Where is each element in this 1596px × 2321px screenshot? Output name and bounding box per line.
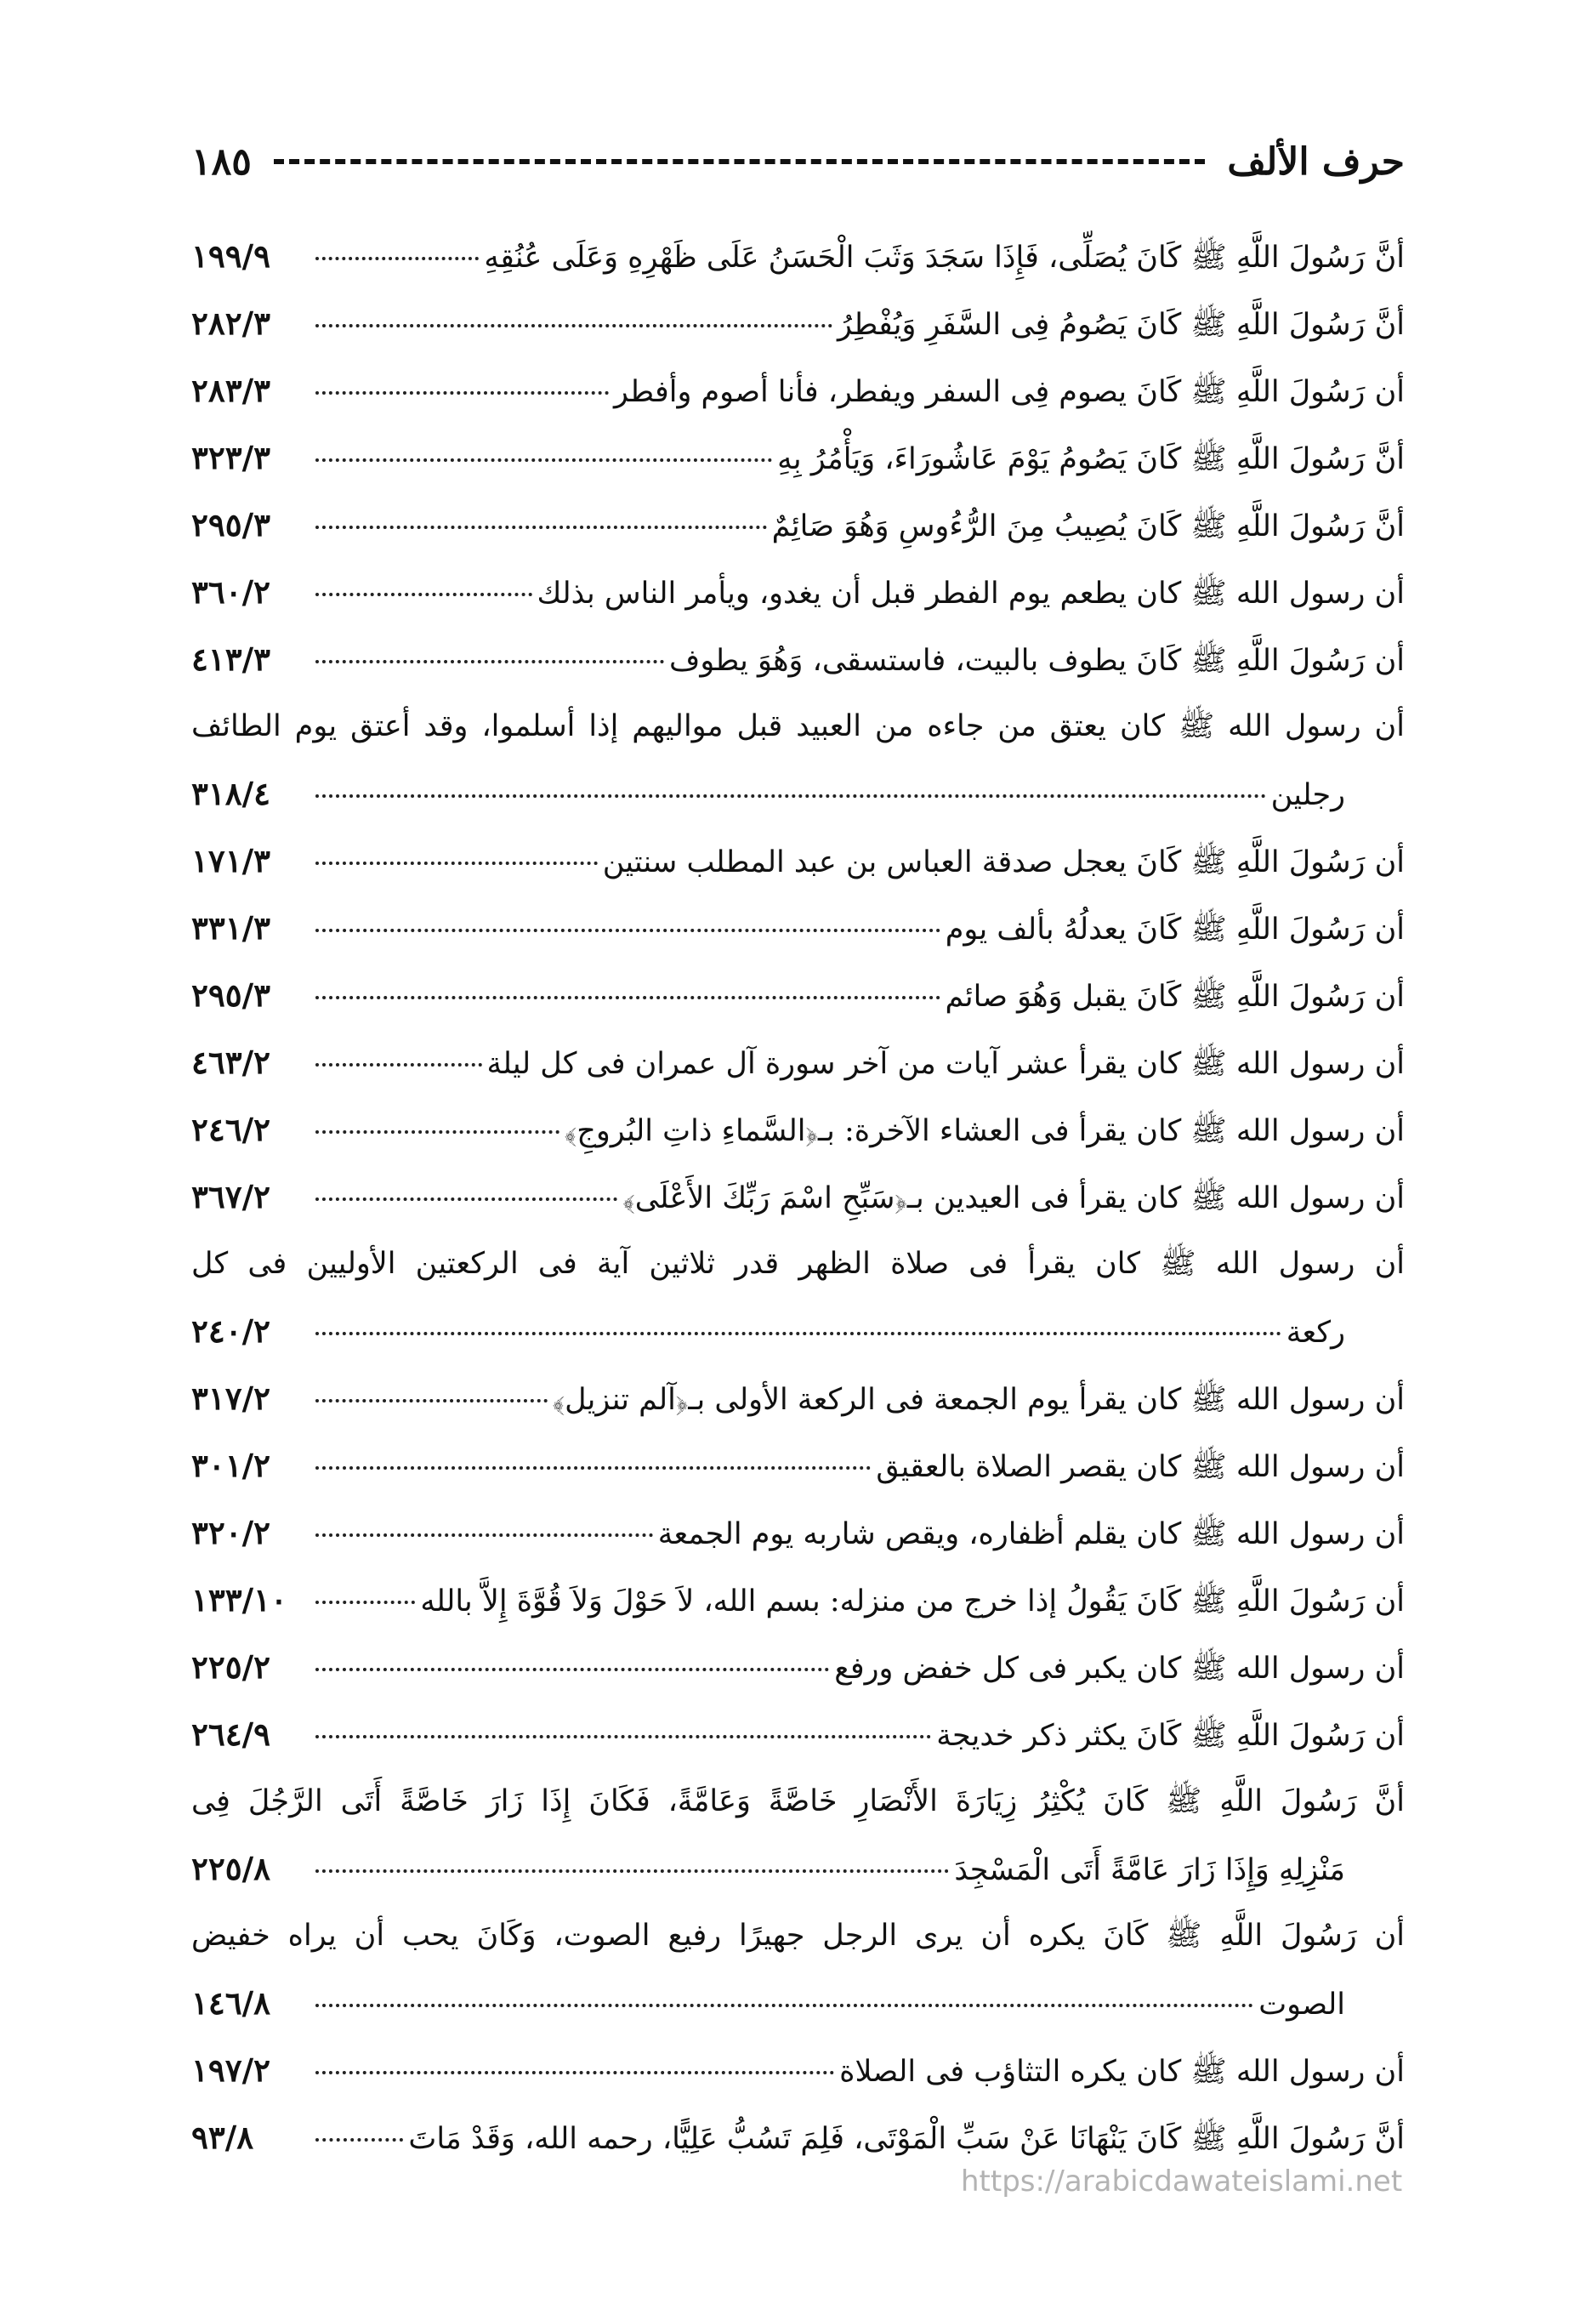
index-entry	[191, 1096, 1405, 1163]
index-entry	[191, 1567, 1405, 1634]
index-entry	[191, 1163, 1405, 1231]
index-entry-line	[191, 1231, 1405, 1298]
dot-leader	[315, 929, 940, 932]
index-entry-line	[191, 828, 1405, 895]
index-entry	[191, 2037, 1405, 2104]
index-entry-line	[191, 1634, 1405, 1701]
entry-text: أنَّ رَسُولَ اللَّهِ ﷺ كَانَ يَصُومُ فِى السَّفَرِ وَيُفْطِرُ	[838, 308, 1405, 342]
dot-leader	[315, 996, 940, 999]
index-entry-line	[191, 1499, 1405, 1567]
index-entry-line	[191, 2104, 1405, 2171]
entry-continuation-text: مَنْزِلِهِ وَإِذَا زَارَ عَامَّةً أَتَى الْمَسْجِدَ	[954, 1853, 1345, 1887]
index-entry-line	[191, 424, 1405, 492]
volume-page-ref: ١٤٦/٨	[191, 1984, 271, 2022]
index-entry	[191, 1634, 1405, 1701]
index-entry-line	[191, 1096, 1405, 1163]
volume-page-ref: ٢٢٥/٨	[191, 1850, 271, 1887]
index-entry	[191, 1029, 1405, 1096]
index-entry	[191, 1701, 1405, 1768]
dot-leader	[315, 1197, 617, 1201]
index-entry	[191, 1432, 1405, 1499]
dot-leader	[315, 2138, 403, 2142]
volume-page-ref: ١٩٩/٩	[191, 237, 271, 275]
index-entry	[191, 1903, 1405, 2037]
entry-text: أنَّ رَسُولَ اللَّهِ ﷺ كَانَ يَصُومُ يَوْمَ عَاشُورَاءَ، وَيَأْمُرُ بِهِ	[777, 442, 1405, 476]
dot-leader	[315, 2071, 834, 2074]
index-entry-line	[191, 1432, 1405, 1499]
entry-text: أن رسول الله ﷺ كان يطعم يوم الفطر قبل أن يغدو، ويأمر الناس بذلك	[537, 577, 1405, 611]
volume-page-ref: ٣٦٠/٢	[191, 573, 271, 611]
index-entry	[191, 626, 1405, 693]
index-entry-line	[191, 223, 1405, 290]
index-entry-line	[191, 357, 1405, 424]
index-entry	[191, 492, 1405, 559]
volume-page-ref: ٣٢٠/٢	[191, 1514, 271, 1551]
entry-text: أن رَسُولَ اللَّهِ ﷺ كَانَ يكثر ذكر خديجة	[936, 1719, 1405, 1753]
index-entry-line	[191, 1567, 1405, 1634]
entry-text: أن رَسُولَ اللَّهِ ﷺ كَانَ يصوم فِى السفر ويفطر، فأنا أصوم وأفطر	[613, 375, 1405, 409]
index-entry-line	[191, 1029, 1405, 1096]
volume-page-ref: ٣٠١/٢	[191, 1447, 271, 1484]
index-entry-line	[191, 492, 1405, 559]
volume-page-ref: ٢٦٤/٩	[191, 1715, 271, 1753]
index-entry-line	[191, 1903, 1405, 1970]
index-entry-line	[191, 1298, 1405, 1365]
entry-text: أن رسول الله ﷺ كان يقرأ فى العيدين بـ﴿سَبِّحِ اسْمَ رَبِّكَ الأَعْلَى﴾	[622, 1181, 1405, 1215]
volume-page-ref: ١٧١/٣	[191, 842, 271, 879]
entry-text: أن رسول الله ﷺ كان يقرأ فى صلاة الظهر قدر ثلاثين آية فى الركعتين الأوليين فى كل	[191, 1247, 1405, 1281]
index-entry	[191, 1231, 1405, 1365]
dot-leader	[315, 1735, 931, 1738]
dot-leader	[315, 1869, 949, 1873]
dot-leader	[315, 526, 767, 529]
index-entry-line	[191, 626, 1405, 693]
entry-text: أن رسول الله ﷺ كان يقرأ فى العشاء الآخرة: بـ﴿السَّماءِ ذاتِ البُروجِ﴾	[564, 1114, 1405, 1148]
volume-page-ref: ٤٦٣/٢	[191, 1044, 271, 1081]
index-entry	[191, 1365, 1405, 1432]
entry-text: أن رسول الله ﷺ كان يكره التثاؤب فى الصلاة	[839, 2055, 1405, 2089]
index-entry	[191, 559, 1405, 626]
dot-leader	[315, 1466, 871, 1470]
index-entry-line	[191, 1701, 1405, 1768]
index-entry	[191, 357, 1405, 424]
entry-text: أن رَسُولَ اللَّهِ ﷺ كَانَ يعدلُهُ بألف يوم	[945, 913, 1405, 947]
volume-page-ref: ٤١٣/٣	[191, 640, 271, 678]
index-entry-line	[191, 895, 1405, 962]
dot-leader	[315, 1063, 482, 1067]
dot-leader	[315, 458, 772, 462]
hadith-index-list	[191, 223, 1405, 2171]
page-header	[191, 128, 1405, 196]
volume-page-ref: ٣٣١/٣	[191, 909, 271, 947]
dot-leader	[315, 1399, 548, 1402]
index-entry	[191, 424, 1405, 492]
dot-leader	[315, 257, 479, 260]
dot-leader	[315, 862, 598, 865]
index-entry	[191, 1768, 1405, 1903]
volume-page-ref: ٢٩٥/٣	[191, 506, 271, 543]
volume-page-ref: ١٩٧/٢	[191, 2051, 271, 2089]
index-entry-line	[191, 559, 1405, 626]
volume-page-ref: ٣٢٣/٣	[191, 439, 271, 476]
index-entry	[191, 2104, 1405, 2171]
index-entry-line	[191, 693, 1405, 760]
index-entry-line	[191, 760, 1405, 828]
index-entry-line	[191, 1768, 1405, 1835]
entry-continuation-text: الصوت	[1258, 1988, 1345, 2022]
dot-leader	[315, 660, 664, 663]
entry-text: أنَّ رَسُولَ اللَّهِ ﷺ كَانَ يُكْثِرُ زِيَارَةَ الأَنْصَارِ خَاصَّةً وَعَامَّةً، فَكَانَ إِذَا زَارَ خَاصَّةً أَتَى الرَّجُلَ فِى	[191, 1784, 1405, 1818]
index-entry	[191, 693, 1405, 828]
index-entry	[191, 895, 1405, 962]
entry-continuation-text: رجلين	[1270, 778, 1345, 812]
section-title: حرف الألف	[1227, 139, 1405, 184]
index-entry-line	[191, 1163, 1405, 1231]
dot-leader	[315, 1332, 1281, 1335]
volume-page-ref: ٩٣/٨	[191, 2119, 254, 2156]
index-entry	[191, 962, 1405, 1029]
index-entry	[191, 1499, 1405, 1567]
dot-leader	[315, 1533, 653, 1537]
index-entry-line	[191, 1835, 1405, 1903]
watermark-url: https://arabicdawateislami.net	[961, 2165, 1403, 2199]
index-entry-line	[191, 962, 1405, 1029]
volume-page-ref: ٢٨٢/٣	[191, 304, 271, 342]
volume-page-ref: ٣٦٧/٢	[191, 1178, 271, 1215]
dot-leader	[315, 2004, 1253, 2007]
volume-page-ref: ٢٤٠/٢	[191, 1312, 271, 1350]
dot-leader	[315, 794, 1266, 798]
entry-text: أن رسول الله ﷺ كان يقصر الصلاة بالعقيق	[876, 1450, 1405, 1484]
entry-continuation-text: ركعة	[1286, 1316, 1345, 1350]
volume-page-ref: ٢٤٦/٢	[191, 1111, 271, 1148]
entry-text: أن رسول الله ﷺ كان يقلم أظفاره، ويقص شاربه يوم الجمعة	[657, 1517, 1405, 1551]
dot-leader	[315, 1130, 559, 1134]
dot-leader	[315, 324, 832, 327]
volume-page-ref: ٢٩٥/٣	[191, 976, 271, 1014]
index-entry-line	[191, 290, 1405, 357]
entry-text: أن رسول الله ﷺ كان يعتق من جاءه من العبيد قبل مواليهم إذا أسلموا، وقد أعتق يوم الطائف	[191, 709, 1405, 743]
entry-text: أن رسول الله ﷺ كان يكبر فى كل خفض ورفع	[834, 1652, 1405, 1686]
volume-page-ref: ١٣٣/١٠	[191, 1581, 287, 1618]
entry-text: أن رَسُولَ اللَّهِ ﷺ كَانَ يقبل وَهُوَ صائم	[945, 980, 1405, 1014]
entry-text: أن رَسُولَ اللَّهِ ﷺ كَانَ يكره أن يرى الرجل جهيرًا رفيع الصوت، وَكَانَ يحب أن يراه خفيض	[191, 1919, 1405, 1953]
volume-page-ref: ٣١٨/٤	[191, 775, 271, 812]
index-entry	[191, 223, 1405, 290]
index-entry	[191, 290, 1405, 357]
entry-text: أنَّ رَسُولَ اللَّهِ ﷺ كَانَ يُصِيبُ مِنَ الرُّءُوسِ وَهُوَ صَائِمٌ	[771, 509, 1405, 543]
dot-leader	[315, 1601, 415, 1604]
index-entry	[191, 828, 1405, 895]
index-entry-line	[191, 2037, 1405, 2104]
header-dashed-rule	[274, 159, 1205, 164]
index-entry-line	[191, 1970, 1405, 2037]
entry-text: أنَّ رَسُولَ اللَّهِ ﷺ كَانَ يَنْهَانَا عَنْ سَبِّ الْمَوْتَى، فَلِمَ تَسُبُّ عَلِيًّا، رحمه الله، وَقَدْ مَاتَ	[408, 2122, 1405, 2156]
entry-text: أن رسول الله ﷺ كان يقرأ يوم الجمعة فى الركعة الأولى بـ﴿آلم تنزيل﴾	[552, 1383, 1405, 1417]
volume-page-ref: ٣١٧/٢	[191, 1380, 271, 1417]
entry-text: أن رسول الله ﷺ كان يقرأ عشر آيات من آخر سورة آل عمران فى كل ليلة	[486, 1047, 1405, 1081]
entry-text: أن رَسُولَ اللَّهِ ﷺ كَانَ يطوف بالبيت، فاستسقى، وَهُوَ يطوف	[669, 644, 1405, 678]
dot-leader	[315, 593, 532, 596]
entry-text: أن رَسُولَ اللَّهِ ﷺ كَانَ يعجل صدقة العباس بن عبد المطلب سنتين	[602, 845, 1405, 879]
index-entry-line	[191, 1365, 1405, 1432]
volume-page-ref: ٢٢٥/٢	[191, 1648, 271, 1686]
entry-text: أنَّ رَسُولَ اللَّهِ ﷺ كَانَ يُصَلِّى، فَإِذَا سَجَدَ وَثَبَ الْحَسَنُ عَلَى ظَهْرِهِ وَعَلَى عُنُقِهِ	[484, 241, 1405, 275]
volume-page-ref: ٢٨٣/٣	[191, 372, 271, 409]
page-number: ١٨٥	[191, 139, 252, 184]
dot-leader	[315, 391, 609, 395]
dot-leader	[315, 1668, 829, 1671]
entry-text: أن رَسُولَ اللَّهِ ﷺ كَانَ يَقُولُ إذا خرج من منزله: بسم الله، لاَ حَوْلَ وَلاَ قُوَّةَ إِلاَّ بالله	[420, 1584, 1405, 1618]
